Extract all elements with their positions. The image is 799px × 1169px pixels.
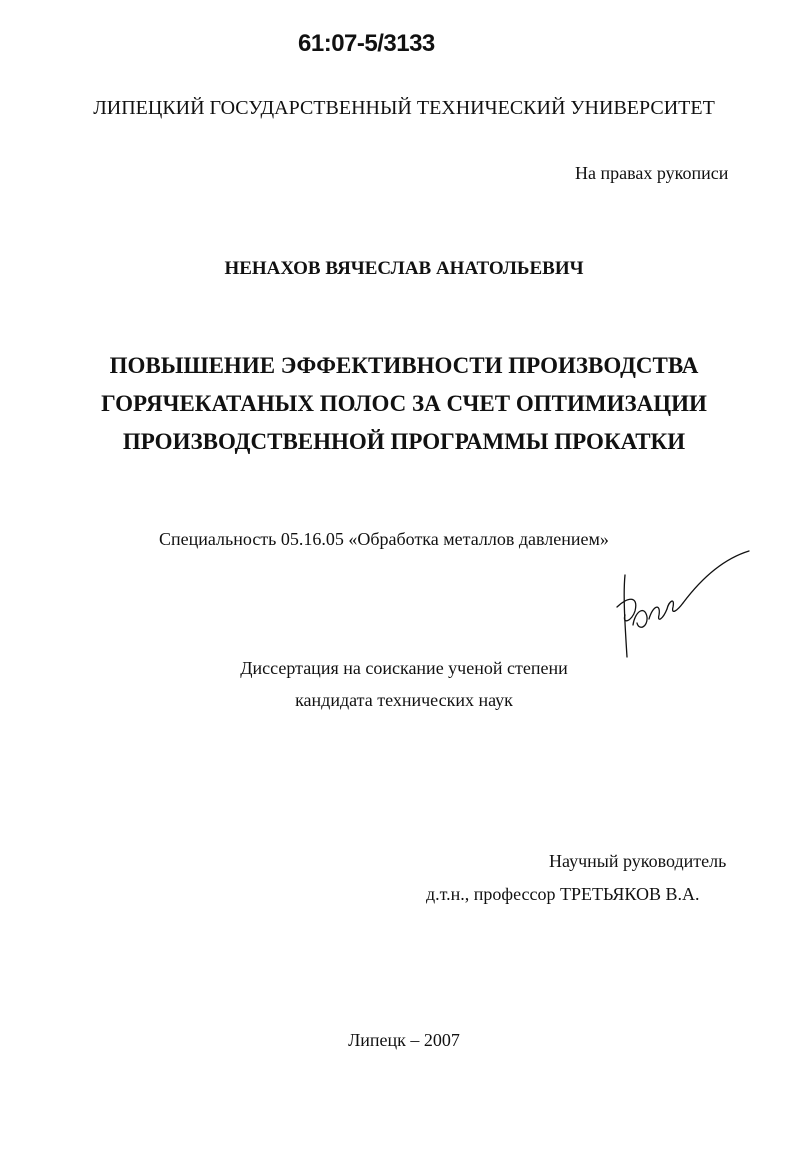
- city-year: Липецк – 2007: [348, 1030, 460, 1050]
- title-line-3: ПРОИЗВОДСТВЕННОЙ ПРОГРАММЫ ПРОКАТКИ: [122, 429, 686, 454]
- title-line-2: ГОРЯЧЕКАТАНЫХ ПОЛОС ЗА СЧЕТ ОПТИМИЗАЦИИ: [101, 391, 707, 416]
- dissertation-line-1: Диссертация на соискание ученой степени: [240, 658, 568, 678]
- advisor-role: Научный руководитель: [549, 851, 727, 871]
- catalog-number: 61:07-5/3133: [298, 30, 435, 57]
- specialty: Специальность 05.16.05 «Обработка металлов давлением»: [159, 529, 609, 549]
- advisor-name: д.т.н., профессор ТРЕТЬЯКОВ В.А.: [426, 884, 700, 904]
- author-name: НЕНАХОВ ВЯЧЕСЛАВ АНАТОЛЬЕВИЧ: [224, 258, 584, 279]
- handwritten-signature: [605, 545, 755, 665]
- title-line-1: ПОВЫШЕНИЕ ЭФФЕКТИВНОСТИ ПРОИЗВОДСТВА: [109, 353, 699, 378]
- manuscript-note: На правах рукописи: [575, 163, 729, 183]
- dissertation-line-2: кандидата технических наук: [295, 690, 513, 710]
- university-name: ЛИПЕЦКИЙ ГОСУДАРСТВЕННЫЙ ТЕХНИЧЕСКИЙ УНИВЕРСИТЕТ: [93, 97, 715, 119]
